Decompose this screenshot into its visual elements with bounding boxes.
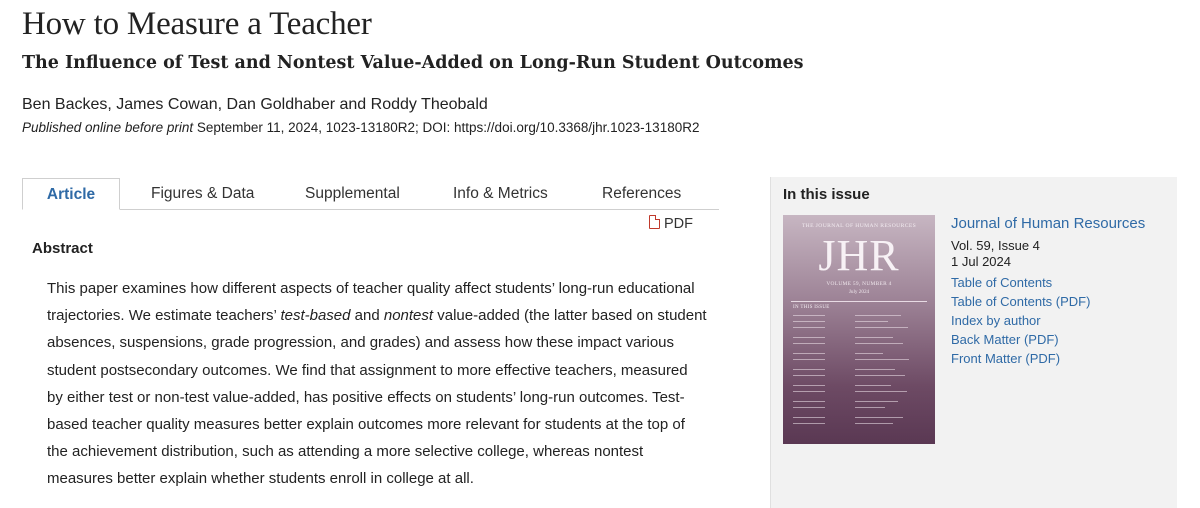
cover-toc-line [855,327,908,328]
cover-toc-line [855,315,901,316]
published-detail: September 11, 2024, 1023-13180R2; DOI: https://doi.org/10.3368/jhr.1023-13180R2 [193,120,700,135]
cover-toc-line [793,343,825,344]
cover-toc-line [793,337,825,338]
abstract-text-part-2: and [350,307,384,325]
cover-toc-line [793,407,825,408]
pdf-file-icon [649,215,660,229]
author-list: Ben Backes, James Cowan, Dan Goldhaber and Roddy Theobald [22,96,488,113]
cover-toc-line [793,391,825,392]
cover-toc-line [855,359,909,360]
cover-toc-line [793,321,825,322]
abstract-emphasis-test-based: test-based [280,307,351,325]
issue-date: 1 Jul 2024 [951,254,1011,269]
article-tabs [22,178,719,210]
abstract-emphasis-nontest: nontest [383,307,434,325]
cover-logo: JHR [818,231,900,280]
cover-toc-line [855,391,907,392]
cover-toc-line [855,353,883,354]
cover-toc-line [793,423,825,424]
cover-toc-line [855,423,893,424]
cover-toc-line [855,343,903,344]
article-subtitle: The Influence of Test and Nontest Value-Added on Long-Run Student Outcomes [22,53,804,73]
pdf-download-link[interactable] [649,215,693,232]
in-this-issue-heading: In this issue [783,186,870,203]
article-title: How to Measure a Teacher [22,6,372,42]
issue-info [951,215,1145,368]
abstract-heading: Abstract [32,240,93,257]
cover-in-this-issue: IN THIS ISSUE [793,305,830,310]
cover-toc-line [855,375,905,376]
publication-info [22,120,699,135]
cover-toc-line [855,337,893,338]
front-matter-pdf-link[interactable]: Front Matter (PDF) [951,351,1061,366]
tab-supplemental[interactable]: Supplemental [305,185,400,202]
tab-article[interactable]: Article [22,178,120,210]
index-by-author-link[interactable]: Index by author [951,313,1041,328]
issue-links-list [951,273,1145,368]
cover-toc-line [855,401,898,402]
cover-toc-line [793,359,825,360]
journal-cover-image[interactable] [783,215,935,444]
abstract-text [47,275,707,493]
cover-toc-line [793,385,825,386]
cover-journal-name: THE JOURNAL OF HUMAN RESOURCES [801,223,917,229]
cover-toc-line [855,385,891,386]
table-of-contents-pdf-link[interactable]: Table of Contents (PDF) [951,294,1091,309]
back-matter-pdf-link[interactable]: Back Matter (PDF) [951,332,1059,347]
cover-toc-line [855,321,888,322]
cover-volume: VOLUME 59, NUMBER 4 [826,281,892,287]
abstract-text-part-1: This paper examines how different aspects of teacher quality affect students’ long-run educational trajectories. We estimate teachers’ [47,280,695,325]
published-label: Published online before print [22,120,194,135]
table-of-contents-link[interactable]: Table of Contents [951,275,1053,290]
cover-toc-line [855,417,903,418]
cover-toc-line [793,353,825,354]
cover-date: July 2024 [848,289,870,295]
abstract-text-part-3: value-added (the latter based on student absences, suspensions, grade progression, and grades) and assess how these impact various student postsecondary outcomes. We find that assignment to more effective teachers, measured by either test or non-test value-added, has positive effects on students’ long-run outcomes. Test-based teacher quality measures better explain outcomes more relevant for students at the top of the achievement distribution, such as attending a more selective college, whereas nontest measures better explain whether students enroll in college at all. [47,307,707,488]
journal-name-link[interactable]: Journal of Human Resources [951,215,1146,232]
pdf-label: PDF [664,216,693,232]
cover-toc-line [793,401,825,402]
cover-toc-line [855,369,895,370]
cover-toc-line [793,327,825,328]
cover-toc-line [793,375,825,376]
cover-toc-line [793,315,825,316]
tab-info-metrics[interactable]: Info & Metrics [453,185,548,202]
cover-toc-line [855,407,885,408]
cover-toc-line [793,369,825,370]
cover-divider [791,301,927,302]
issue-volume: Vol. 59, Issue 4 [951,238,1040,253]
in-this-issue-panel [770,177,1177,508]
tab-figures-data[interactable]: Figures & Data [151,185,255,202]
tab-references[interactable]: References [602,185,682,202]
cover-toc-line [793,417,825,418]
